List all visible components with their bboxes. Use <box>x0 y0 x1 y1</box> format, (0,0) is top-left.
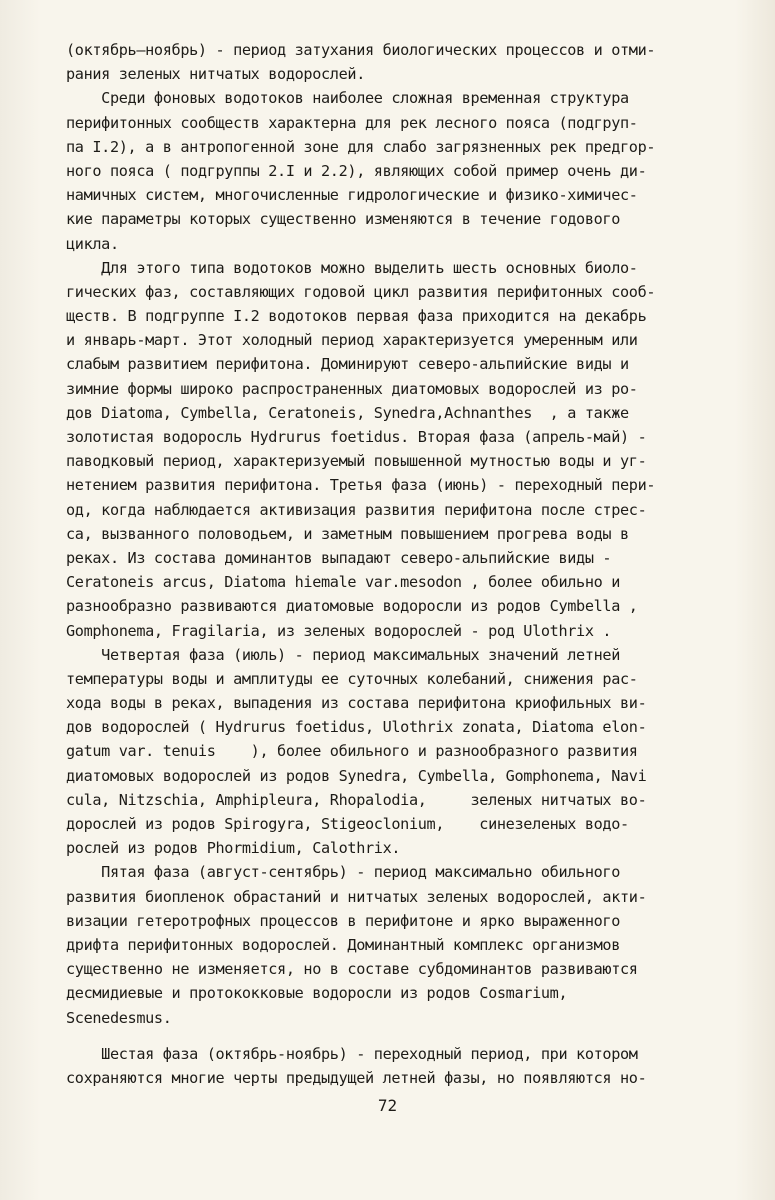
text-line: сохраняются многие черты предыдущей летней фазы, но появляются но- <box>66 1068 647 1087</box>
text-line: Gomphonema, Fragilaria, из зеленых водорослей - род Ulothrix . <box>66 621 612 640</box>
text-line: золотистая водоросль Hydrurus foetidus. Вторая фаза (апрель-май) - <box>66 428 647 446</box>
text-line: рания зеленых нитчатых водорослей. <box>66 65 365 84</box>
text-line: ного пояса ( подгруппы 2.I и 2.2), являющих собой пример очень ди- <box>66 161 647 180</box>
text-line: са, вызванного половодьем, и заметным повышением прогрева воды в <box>66 524 629 543</box>
text-line: дорослей из родов Spirogyra, Stigeoclonium, синезеленых водо- <box>66 815 629 833</box>
text-line: зимние формы широко распространенных диатомовых водорослей из ро- <box>66 379 638 398</box>
text-line: cula, Nitzschia, Amphipleura, Rhopalodia, зеленых нитчатых во- <box>66 790 647 809</box>
text-line: gatum var. tenuis ), более обильного и разнообразного развития <box>66 742 638 761</box>
text-line: визации гетеротрофных процессов в перифитоне и ярко выраженного <box>66 911 621 930</box>
paragraph-gap <box>66 1030 746 1042</box>
text-line: нетением развития перифитона. Третья фаза (июнь) - переходный пери- <box>66 476 656 495</box>
page-number: 72 <box>377 1096 398 1115</box>
text-line: дов водорослей ( Hydrurus foetidus, Ulothrix zonata, Diatoma elon- <box>66 718 647 737</box>
text-line: кие параметры которых существенно изменяются в течение годового <box>66 210 621 229</box>
text-line: Для этого типа водотоков можно выделить шесть основных биоло- <box>66 258 638 277</box>
text-line: Четвертая фаза (июль) - период максимальных значений летней <box>66 645 621 664</box>
body-text <box>66 38 746 1090</box>
text-line: дов Diatoma, Cymbella, Ceratoneis, Synedra,Achnanthes , а также <box>66 403 629 422</box>
text-line: Пятая фаза (август-сентябрь) - период максимально обильного <box>66 863 621 882</box>
text-line: ществ. В подгруппе I.2 водотоков первая фаза приходится на декабрь <box>66 307 647 326</box>
text-line: Среди фоновых водотоков наиболее сложная временная структура <box>66 89 629 108</box>
text-line: дрифта перифитонных водорослей. Доминантный комплекс организмов <box>66 935 621 954</box>
text-line: од, когда наблюдается активизация развития перифитона после стрес- <box>66 500 647 519</box>
text-line: па I.2), а в антропогенной зоне для слабо загрязненных рек предгор- <box>66 137 656 156</box>
text-line: температуры воды и амплитуды ее суточных колебаний, снижения рас- <box>66 669 638 688</box>
text-line: хода воды в реках, выпадения из состава перифитона криофильных ви- <box>66 694 647 713</box>
text-line: цикла. <box>66 234 119 253</box>
text-line: (октябрь—ноябрь) - период затухания биологических процессов и отми- <box>66 41 656 59</box>
text-line: разнообразно развиваются диатомовые водоросли из родов Cymbella , <box>66 597 638 616</box>
text-line: рослей из родов Phormidium, Calothrix. <box>66 839 401 858</box>
text-line: реках. Из состава доминантов выпадают северо-альпийские виды - <box>66 548 612 567</box>
text-line: развития биопленок обрастаний и нитчатых зеленых водорослей, акти- <box>66 887 647 906</box>
text-line: паводковый период, характеризуемый повышенной мутностью воды и уг- <box>66 452 647 471</box>
text-line: гических фаз, составляющих годовой цикл развития перифитонных сооб- <box>66 282 656 301</box>
text-line: десмидиевые и протококковые водоросли из родов Cosmarium, <box>66 984 568 1003</box>
text-line: Шестая фаза (октябрь-ноябрь) - переходный период, при котором <box>66 1044 638 1063</box>
text-line: намичных систем, многочисленные гидрологические и физико-химичес- <box>66 186 638 205</box>
text-line: Ceratoneis arcus, Diatoma hiemale var.mesodon , более обильно и <box>66 573 621 592</box>
text-line: диатомовых водорослей из родов Synedra, Cymbella, Gomphonema, Navi <box>66 766 647 785</box>
text-line: перифитонных сообществ характерна для рек лесного пояса (подгруп- <box>66 113 638 132</box>
text-line: существенно не изменяется, но в составе субдоминантов развиваются <box>66 960 638 979</box>
text-line: Scenedesmus. <box>66 1008 172 1027</box>
text-line: слабым развитием перифитона. Доминируют северо-альпийские виды и <box>66 355 629 374</box>
text-line: и январь-март. Этот холодный период характеризуется умеренным или <box>66 331 638 350</box>
